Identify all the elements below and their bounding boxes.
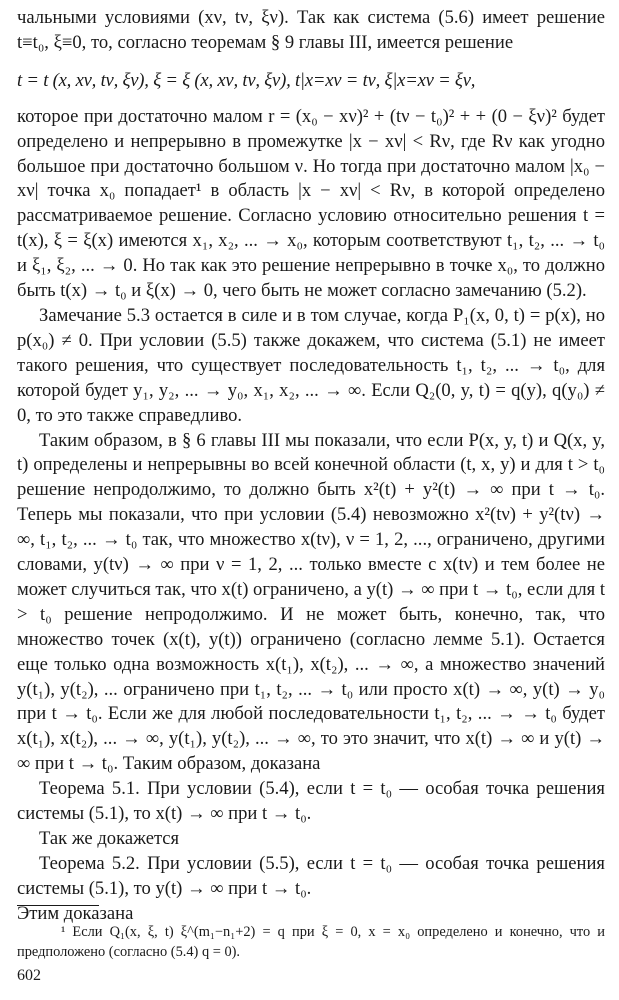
theorem-5-1: Теорема 5.1. При условии (5.4), если t = t₀ — особая точка решения системы (5.1), то x(t) → ∞ при t → t₀. [17,778,605,825]
remark-5-3-paragraph: Замечание 5.3 остается в силе и в том случае, когда P₁(x, 0, t) = p(x), но p(x₀) ≠ 0. При условии (5.5) также докажем, что система (5.1) не имеет такого решения, что существует последовательность t₁, t₂, ... → t₀, для которой будет y₁, y₂, ... → y₀, x₁, x₂, ... → ∞. Если Q₂(0, y, t) = q(y), q(y₀) ≠ 0, то это также справедливо. [17,304,605,426]
page-number: 602 [17,967,41,984]
also-proved-line: Так же докажется [39,828,180,849]
main-text [17,6,605,927]
paragraph-4: Таким образом, в § 6 главы III мы показали, что если P(x, y, t) и Q(x, y, t) определены и непрерывны во всей конечной области (t, x, y) и для t > t₀ решение непродолжимо, то должно быть x²(t) + y²(t) → ∞ при t → t₀. Теперь мы показали, что при условии (5.4) невозможно x²(tν) + y²(tν) → ∞, t₁, t₂, ... → t₀ так, что множество x(tν), ν = 1, 2, ..., ограничено, другими словами, y(tν) → ∞ при ν = 1, 2, ... только вместе с x(tν) и тем более не может случиться так, что x(t) ограничено, а y(t) → ∞ при t → t₀, если для t > t₀ решение непродолжимо. И не может быть, конечно, так, что множество точек (x(t), y(t)) ограничено (согласно лемме 5.1). Остается еще только одна возможность x(t₁), x(t₂), ... → ∞, а множество значений y(t₁), y(t₂), ... ограничено при t₁, t₂, ... → t₀ или просто x(t) → ∞, y(t) → y₀ при t → t₀. Если же для любой последовательности t₁, t₂, ... → → t₀ будет x(t₁), x(t₂), ... → ∞, y(t₁), y(t₂), ... → ∞, то это значит, что x(t) → ∞ и y(t) → ∞ при t → t₀. Таким образом, доказана [17,429,605,775]
display-formula: t = t (x, xν, tν, ξν), ξ = ξ (x, xν, tν, ξν), t|x=xν = tν, ξ|x=xν = ξν, [17,69,476,91]
paragraph-2: которое при достаточно малом r = (x₀ − xν)² + (tν − t₀)² + + (0 − ξν)² будет определено и непрерывно в промежутке |x − xν| < Rν, где Rν как угодно большое при достаточно большом ν. Но тогда при достаточно малом |x₀ − xν| точка x₀ попадает¹ в область |x − xν| < Rν, в которой определено рассматриваемое решение. Согласно условию относительно решения t = t(x), ξ = ξ(x) имеются x₁, x₂, ... → x₀, которым соответствуют t₁, t₂, ... → t₀ и ξ₁, ξ₂, ... → 0. Но так как это решение непрерывно в точке x₀, то должно быть t(x) → t₀ и ξ(x) → 0, чего быть не может согласно замечанию (5.2). [17,105,605,302]
footnote: ¹ Если Q₁(x, ξ, t) ξ^(m₁−n₁+2) = q при ξ = 0, x = x₀ определено и конечно, что и предположено (согласно (5.4) q = 0). [17,924,605,960]
closing-line: Этим доказана [17,902,134,924]
paragraph-1: чальными условиями (xν, tν, ξν). Так как система (5.6) имеет решение t≡t₀, ξ≡0, то, согласно теоремам § 9 главы III, имеется решение [17,7,605,53]
footnote-divider [17,905,99,906]
theorem-5-2: Теорема 5.2. При условии (5.5), если t = t₀ — особая точка решения системы (5.1), то y(t) → ∞ при t → t₀. [17,852,605,899]
